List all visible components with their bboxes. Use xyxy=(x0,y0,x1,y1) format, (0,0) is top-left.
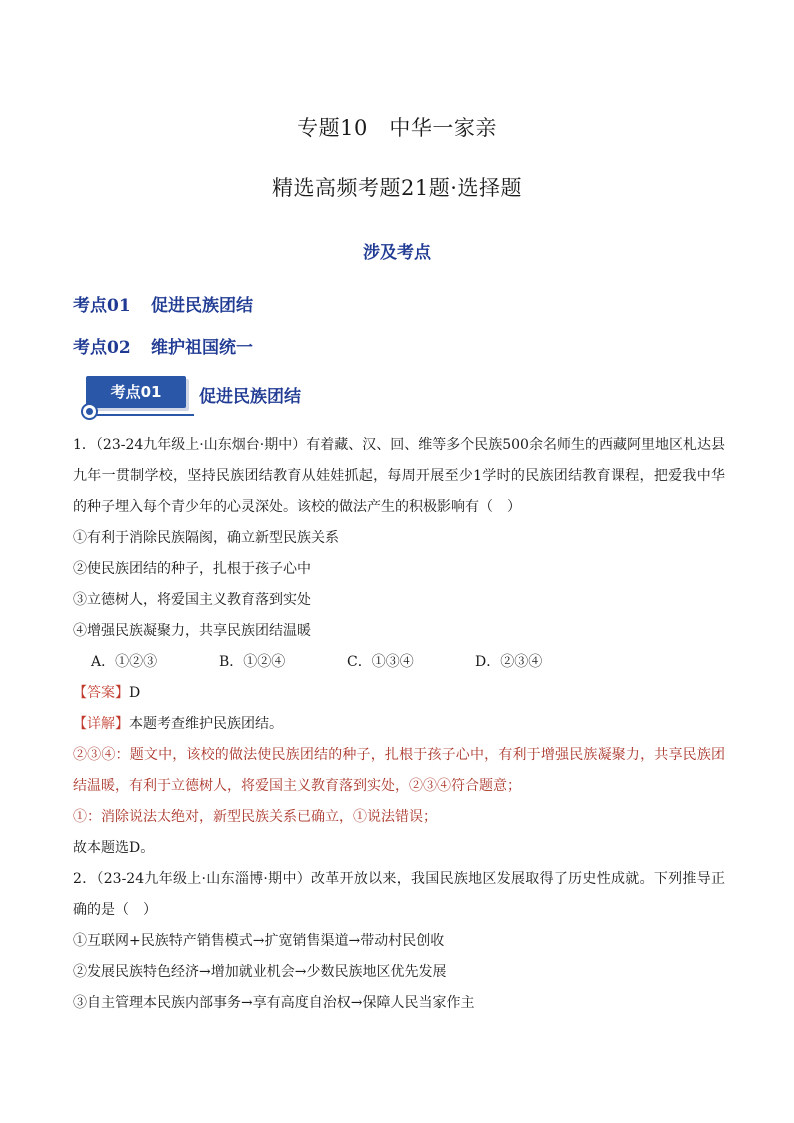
statement: ④增强民族凝聚力，共享民族团结温暖 xyxy=(73,623,311,639)
section-header xyxy=(80,374,340,418)
option-d: D．②③④ xyxy=(475,654,543,670)
answer-line xyxy=(73,678,725,709)
question-2-stem: 2．（23-24九年级上·山东淄博·期中）改革开放以来，我国民族地区发展取得了历史性成就。下列推导正确的是（ ） xyxy=(73,871,725,918)
key-point-name: 维护祖国统一 xyxy=(151,338,253,358)
key-point-code: 考点02 xyxy=(73,338,131,358)
statement: ②发展民族特色经济→增加就业机会→少数民族地区优先发展 xyxy=(73,964,447,980)
page-title: 专题10 中华一家亲 xyxy=(297,116,497,140)
option-b: B．①②④ xyxy=(219,654,286,670)
key-points-heading: 涉及考点 xyxy=(363,243,431,263)
option-a: A．①②③ xyxy=(91,654,158,670)
key-point-code: 考点01 xyxy=(73,296,131,316)
badge-underline xyxy=(96,414,194,416)
answer-value: D xyxy=(129,685,141,701)
answer-label: 【答案】 xyxy=(73,685,129,701)
key-point-2 xyxy=(73,333,253,358)
answer-options xyxy=(73,647,725,678)
detail-intro: 本题考查维护民族团结。 xyxy=(129,716,283,732)
statement: ③自主管理本民族内部事务→享有高度自治权→保障人民当家作主 xyxy=(73,995,475,1011)
key-point-1 xyxy=(73,291,253,316)
statement: ③立德树人，将爱国主义教育落到实处 xyxy=(73,592,311,608)
detail-label: 【详解】 xyxy=(73,716,129,732)
badge-dot-icon xyxy=(81,403,98,420)
section-badge: 考点01 xyxy=(86,376,186,408)
conclusion: 故本题选D。 xyxy=(73,840,155,856)
statement: ②使民族团结的种子，扎根于孩子心中 xyxy=(73,561,311,577)
detail-explanation: ②③④：题文中，该校的做法使民族团结的种子，扎根于孩子心中，有利于增强民族凝聚力，共享民族团结温暖，有利于立德树人，将爱国主义教育落到实处，②③④符合题意； xyxy=(73,747,725,794)
page-subtitle: 精选高频考题21题·选择题 xyxy=(272,176,522,200)
section-title: 促进民族团结 xyxy=(199,387,301,407)
detail-line xyxy=(73,709,725,740)
statement: ①互联网+民族特产销售模式→扩宽销售渠道→带动村民创收 xyxy=(73,933,445,949)
question-content xyxy=(73,430,725,1019)
option-c: C．①③④ xyxy=(347,654,414,670)
statement: ①有利于消除民族隔阂，确立新型民族关系 xyxy=(73,530,339,546)
question-1-stem: 1．（23-24九年级上·山东烟台·期中）有着藏、汉、回、维等多个民族500余名师生的西藏阿里地区札达县九年一贯制学校，坚持民族团结教育从娃娃抓起，每周开展至少1学时的民族团结教育课程，把爱我中华的种子埋入每个青少年的心灵深处。该校的做法产生的积极影响有（ ） xyxy=(73,437,725,515)
key-point-name: 促进民族团结 xyxy=(151,296,253,316)
detail-explanation: ①：消除说法太绝对，新型民族关系已确立，①说法错误； xyxy=(73,809,437,825)
